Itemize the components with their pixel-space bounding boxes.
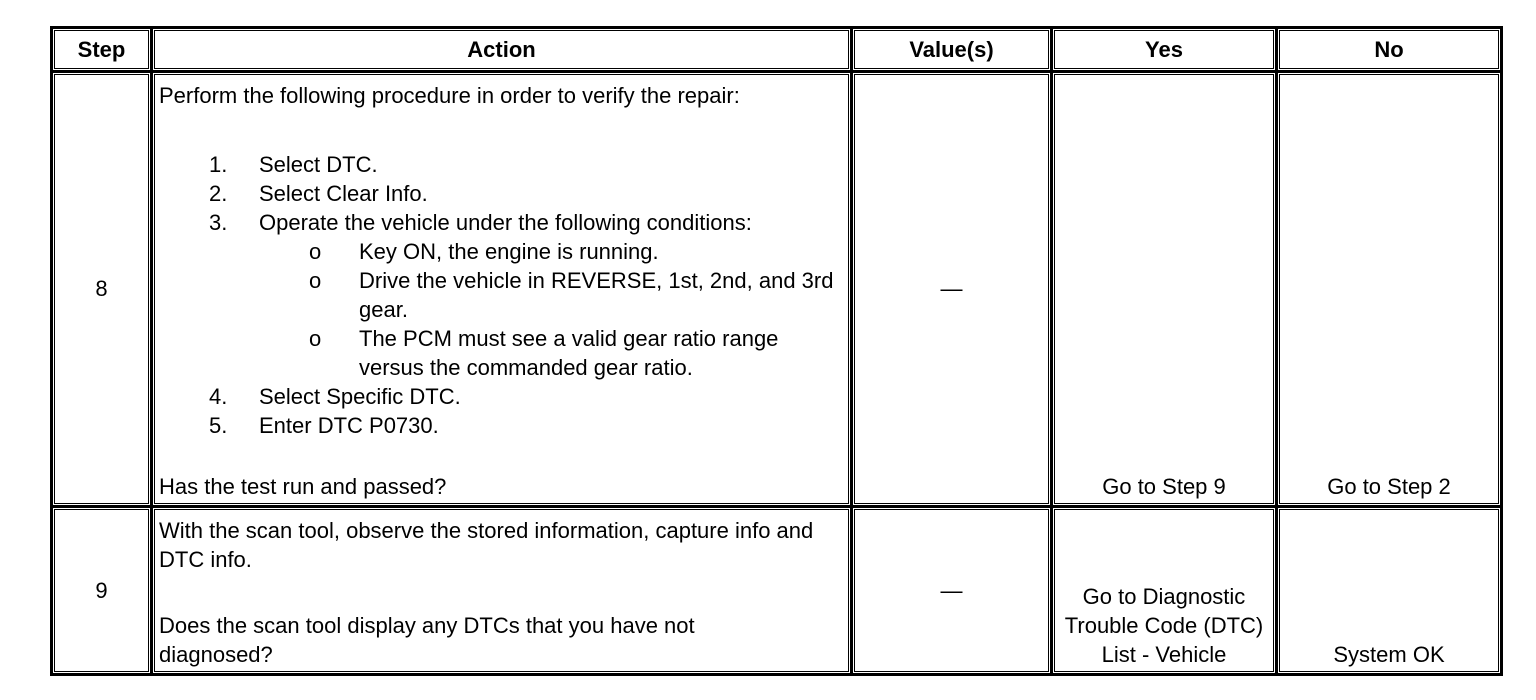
value-cell: — — [852, 72, 1052, 507]
step-number: 8 — [52, 72, 152, 507]
step-index: 2. — [209, 181, 228, 206]
header-no: No — [1277, 28, 1502, 72]
condition-item — [259, 324, 842, 382]
diagnostic-table — [50, 26, 1503, 676]
action-cell — [152, 72, 852, 507]
procedure-step — [159, 208, 842, 382]
bullet-icon: o — [309, 268, 322, 293]
header-action: Action — [152, 28, 852, 72]
table-row-step-9 — [52, 507, 1502, 675]
condition-item — [259, 237, 842, 266]
header-step: Step — [52, 28, 152, 72]
action-intro: With the scan tool, observe the stored information, capture info and DTC info. — [159, 518, 814, 572]
action-intro: Perform the following procedure in order to verify the repair: — [159, 83, 740, 108]
step-text: Select DTC. — [259, 152, 378, 177]
header-yes: Yes — [1052, 28, 1277, 72]
header-row — [52, 28, 1502, 72]
value-cell: — — [852, 507, 1052, 675]
procedure-list — [159, 150, 842, 440]
bullet-icon: o — [309, 326, 322, 351]
step-text: Select Specific DTC. — [259, 384, 461, 409]
yes-link[interactable]: Go to Diagnostic Trouble Code (DTC) List - Vehicle — [1052, 507, 1277, 675]
condition-text: Drive the vehicle in REVERSE, 1st, 2nd, and 3rd gear. — [359, 268, 834, 322]
condition-text: Key ON, the engine is running. — [359, 239, 659, 264]
conditions-list — [259, 237, 842, 382]
step-index: 1. — [209, 152, 228, 177]
step-number: 9 — [52, 507, 152, 675]
no-link[interactable]: Go to Step 2 — [1277, 72, 1502, 507]
no-link[interactable]: System OK — [1277, 507, 1502, 675]
bullet-icon: o — [309, 239, 322, 264]
action-question: Does the scan tool display any DTCs that you have not diagnosed? — [159, 613, 695, 667]
step-text: Enter DTC P0730. — [259, 413, 439, 438]
step-index: 5. — [209, 413, 228, 438]
procedure-step — [159, 150, 842, 179]
condition-text: The PCM must see a valid gear ratio range versus the commanded gear ratio. — [359, 326, 779, 380]
action-question: Has the test run and passed? — [159, 474, 447, 499]
yes-link[interactable]: Go to Step 9 — [1052, 72, 1277, 507]
procedure-step — [159, 382, 842, 411]
table-row-step-8 — [52, 72, 1502, 507]
step-text: Select Clear Info. — [259, 181, 428, 206]
header-values: Value(s) — [852, 28, 1052, 72]
step-index: 3. — [209, 210, 228, 235]
procedure-step — [159, 179, 842, 208]
procedure-step — [159, 411, 842, 440]
action-cell — [152, 507, 852, 675]
step-text: Operate the vehicle under the following conditions: — [259, 210, 752, 235]
step-index: 4. — [209, 384, 228, 409]
condition-item — [259, 266, 842, 324]
